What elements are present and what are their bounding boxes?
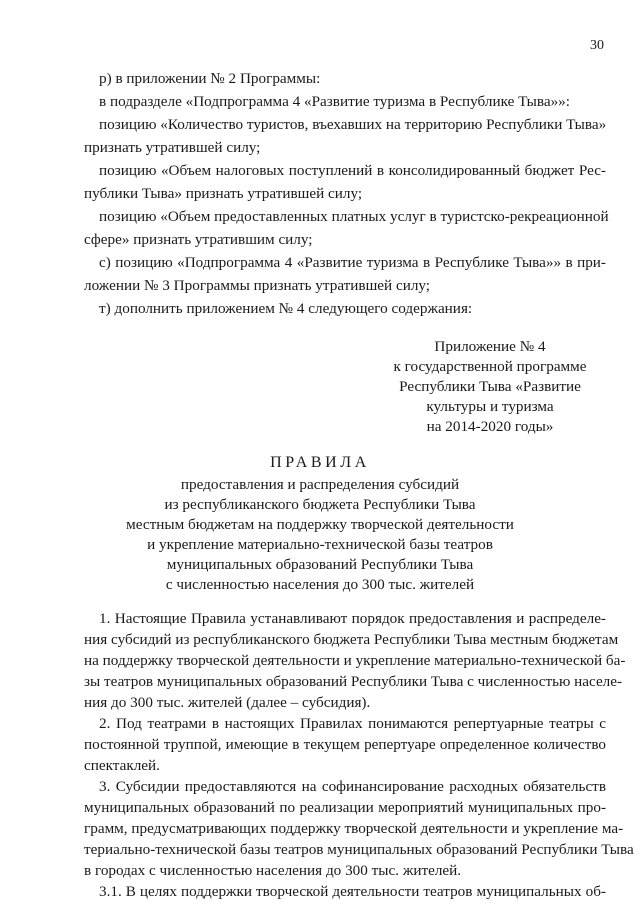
- body-line: в городах с численностью населения до 300 тыс. жителей.: [84, 862, 462, 879]
- amendment-line: публики Тыва» признать утратившей силу;: [84, 185, 363, 202]
- appendix-line: Республики Тыва «Развитие: [399, 378, 581, 395]
- body-line: зы театров муниципальных образований Республики Тыва с численностью населе-: [84, 673, 623, 690]
- rules-subtitle-line: муниципальных образований Республики Тыва: [166, 556, 474, 573]
- rules-title: ПРАВИЛА: [270, 454, 370, 471]
- rules-subtitle-line: с численностью населения до 300 тыс. жителей: [165, 576, 475, 593]
- appendix-line: на 2014-2020 годы»: [426, 418, 554, 435]
- body-line: 3.1. В целях поддержки творческой деятельности театров муниципальных об-: [99, 883, 606, 900]
- amendment-line: с) позицию «Подпрограмма 4 «Развитие туризма в Республике Тыва»» в при-: [99, 254, 606, 271]
- amendment-line: позицию «Объем предоставленных платных услуг в туристско-рекреационной: [99, 208, 609, 225]
- amendment-line: т) дополнить приложением № 4 следующего содержания:: [99, 300, 473, 317]
- amendment-line: ложении № 3 Программы признать утратившей силу;: [84, 277, 431, 294]
- body-line: 2. Под театрами в настоящих Правилах понимаются репертуарные театры с: [99, 715, 606, 732]
- appendix-line: Приложение № 4: [434, 338, 546, 355]
- amendment-line: позицию «Объем налоговых поступлений в консолидированный бюджет Рес-: [99, 162, 606, 179]
- body-line: ния до 300 тыс. жителей (далее – субсидия).: [84, 694, 371, 711]
- body-line: спектаклей.: [84, 757, 160, 774]
- amendment-line: сфере» признать утратившим силу;: [84, 231, 313, 248]
- appendix-line: культуры и туризма: [426, 398, 554, 415]
- body-line: 3. Субсидии предоставляются на софинансирование расходных обязательств: [99, 778, 606, 795]
- amendment-line: в подразделе «Подпрограмма 4 «Развитие туризма в Республике Тыва»»:: [99, 93, 570, 110]
- body-line: постоянной труппой, имеющие в текущем репертуаре определенное количество: [84, 736, 606, 753]
- rules-subtitle-line: из республиканского бюджета Республики Тыва: [164, 496, 476, 513]
- body-line: муниципальных образований по реализации мероприятий муниципальных про-: [84, 799, 606, 816]
- body-line: териально-технической базы театров муниципальных образований Республики Тыва: [84, 841, 634, 858]
- amendment-line: признать утратившей силу;: [84, 139, 261, 156]
- body-line: ния субсидий из республиканского бюджета Республики Тыва местным бюджетам: [84, 631, 619, 648]
- amendment-line: позицию «Количество туристов, въехавших на территорию Республики Тыва»: [99, 116, 607, 133]
- body-line: на поддержку творческой деятельности и укрепление материально-технической ба-: [84, 652, 626, 669]
- amendment-line: р) в приложении № 2 Программы:: [99, 70, 321, 87]
- appendix-line: к государственной программе: [393, 358, 587, 375]
- body-line: 1. Настоящие Правила устанавливают порядок предоставления и распределе-: [99, 610, 606, 627]
- body-line: грамм, предусматривающих поддержку творческой деятельности и укрепление ма-: [84, 820, 624, 837]
- rules-subtitle-line: местным бюджетам на поддержку творческой деятельности: [126, 516, 514, 533]
- rules-subtitle-line: предоставления и распределения субсидий: [180, 476, 460, 493]
- rules-subtitle-line: и укрепление материально-технической базы театров: [147, 536, 493, 553]
- page-number: 30: [590, 38, 604, 53]
